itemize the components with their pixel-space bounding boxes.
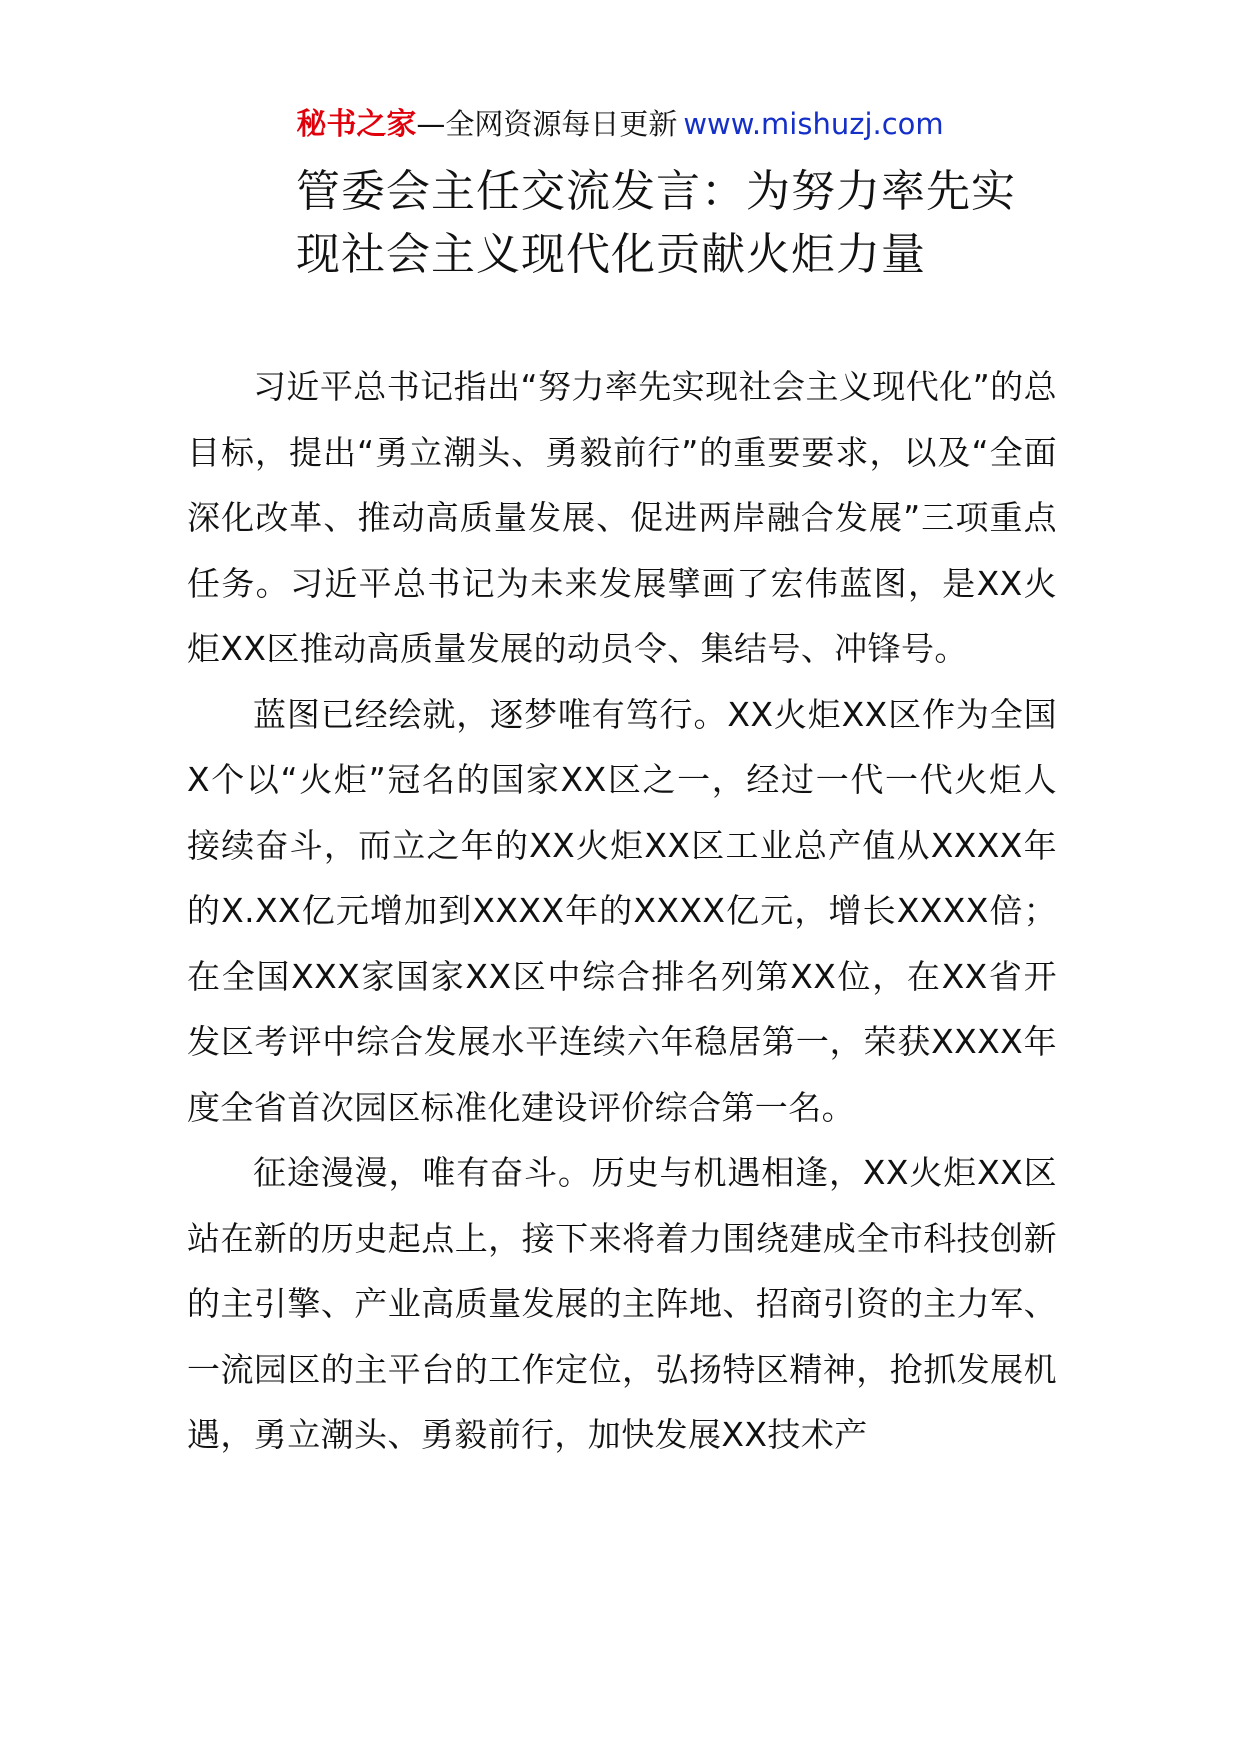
title-line-2: 现社会主义现代化贡献火炬力量: [296, 229, 926, 280]
paragraph-3: 征途漫漫，唯有奋斗。历史与机遇相逢，XX火炬XX区站在新的历史起点上，接下来将着力围绕建成全市科技创新的主引擎、产业高质量发展的主阵地、招商引资的主力军、一流园区的主平台的工作定位，弘扬特区精神，抢抓发展机遇，勇立潮头、勇毅前行，加快发展XX技术产: [187, 1153, 1057, 1454]
paragraph-2: 蓝图已经绘就，逐梦唯有笃行。XX火炬XX区作为全国X个以“火炬”冠名的国家XX区之一，经过一代一代火炬人接续奋斗，而立之年的XX火炬XX区工业总产值从XXXX年的X.XX亿元增加到XXXX年的XXXX亿元，增长XXXX倍；在全国XXX家国家XX区中综合排名列第XX位，在XX省开发区考评中综合发展水平连续六年稳居第一，荣获XXXX年度全省首次园区标准化建设评价综合第一名。: [187, 694, 1057, 1127]
paragraph-1: 习近平总书记指出“努力率先实现社会主义现代化”的总目标，提出“勇立潮头、勇毅前行”的重要要求，以及“全面深化改革、推动高质量发展、促进两岸融合发展”三项重点任务。习近平总书记为未来发展擘画了宏伟蓝图，是XX火炬XX区推动高质量发展的动员令、集结号、冲锋号。: [187, 367, 1057, 668]
site-header: [0, 104, 1240, 145]
title-line-1: 管委会主任交流发言：为努力率先实: [296, 166, 1016, 217]
site-url-link[interactable]: www.mishuzj.com: [683, 107, 944, 141]
document-title: [296, 160, 1076, 286]
header-tagline: —全网资源每日更新: [416, 107, 678, 141]
brand-name: 秘书之家: [296, 107, 417, 142]
document-body: [187, 354, 1057, 1468]
